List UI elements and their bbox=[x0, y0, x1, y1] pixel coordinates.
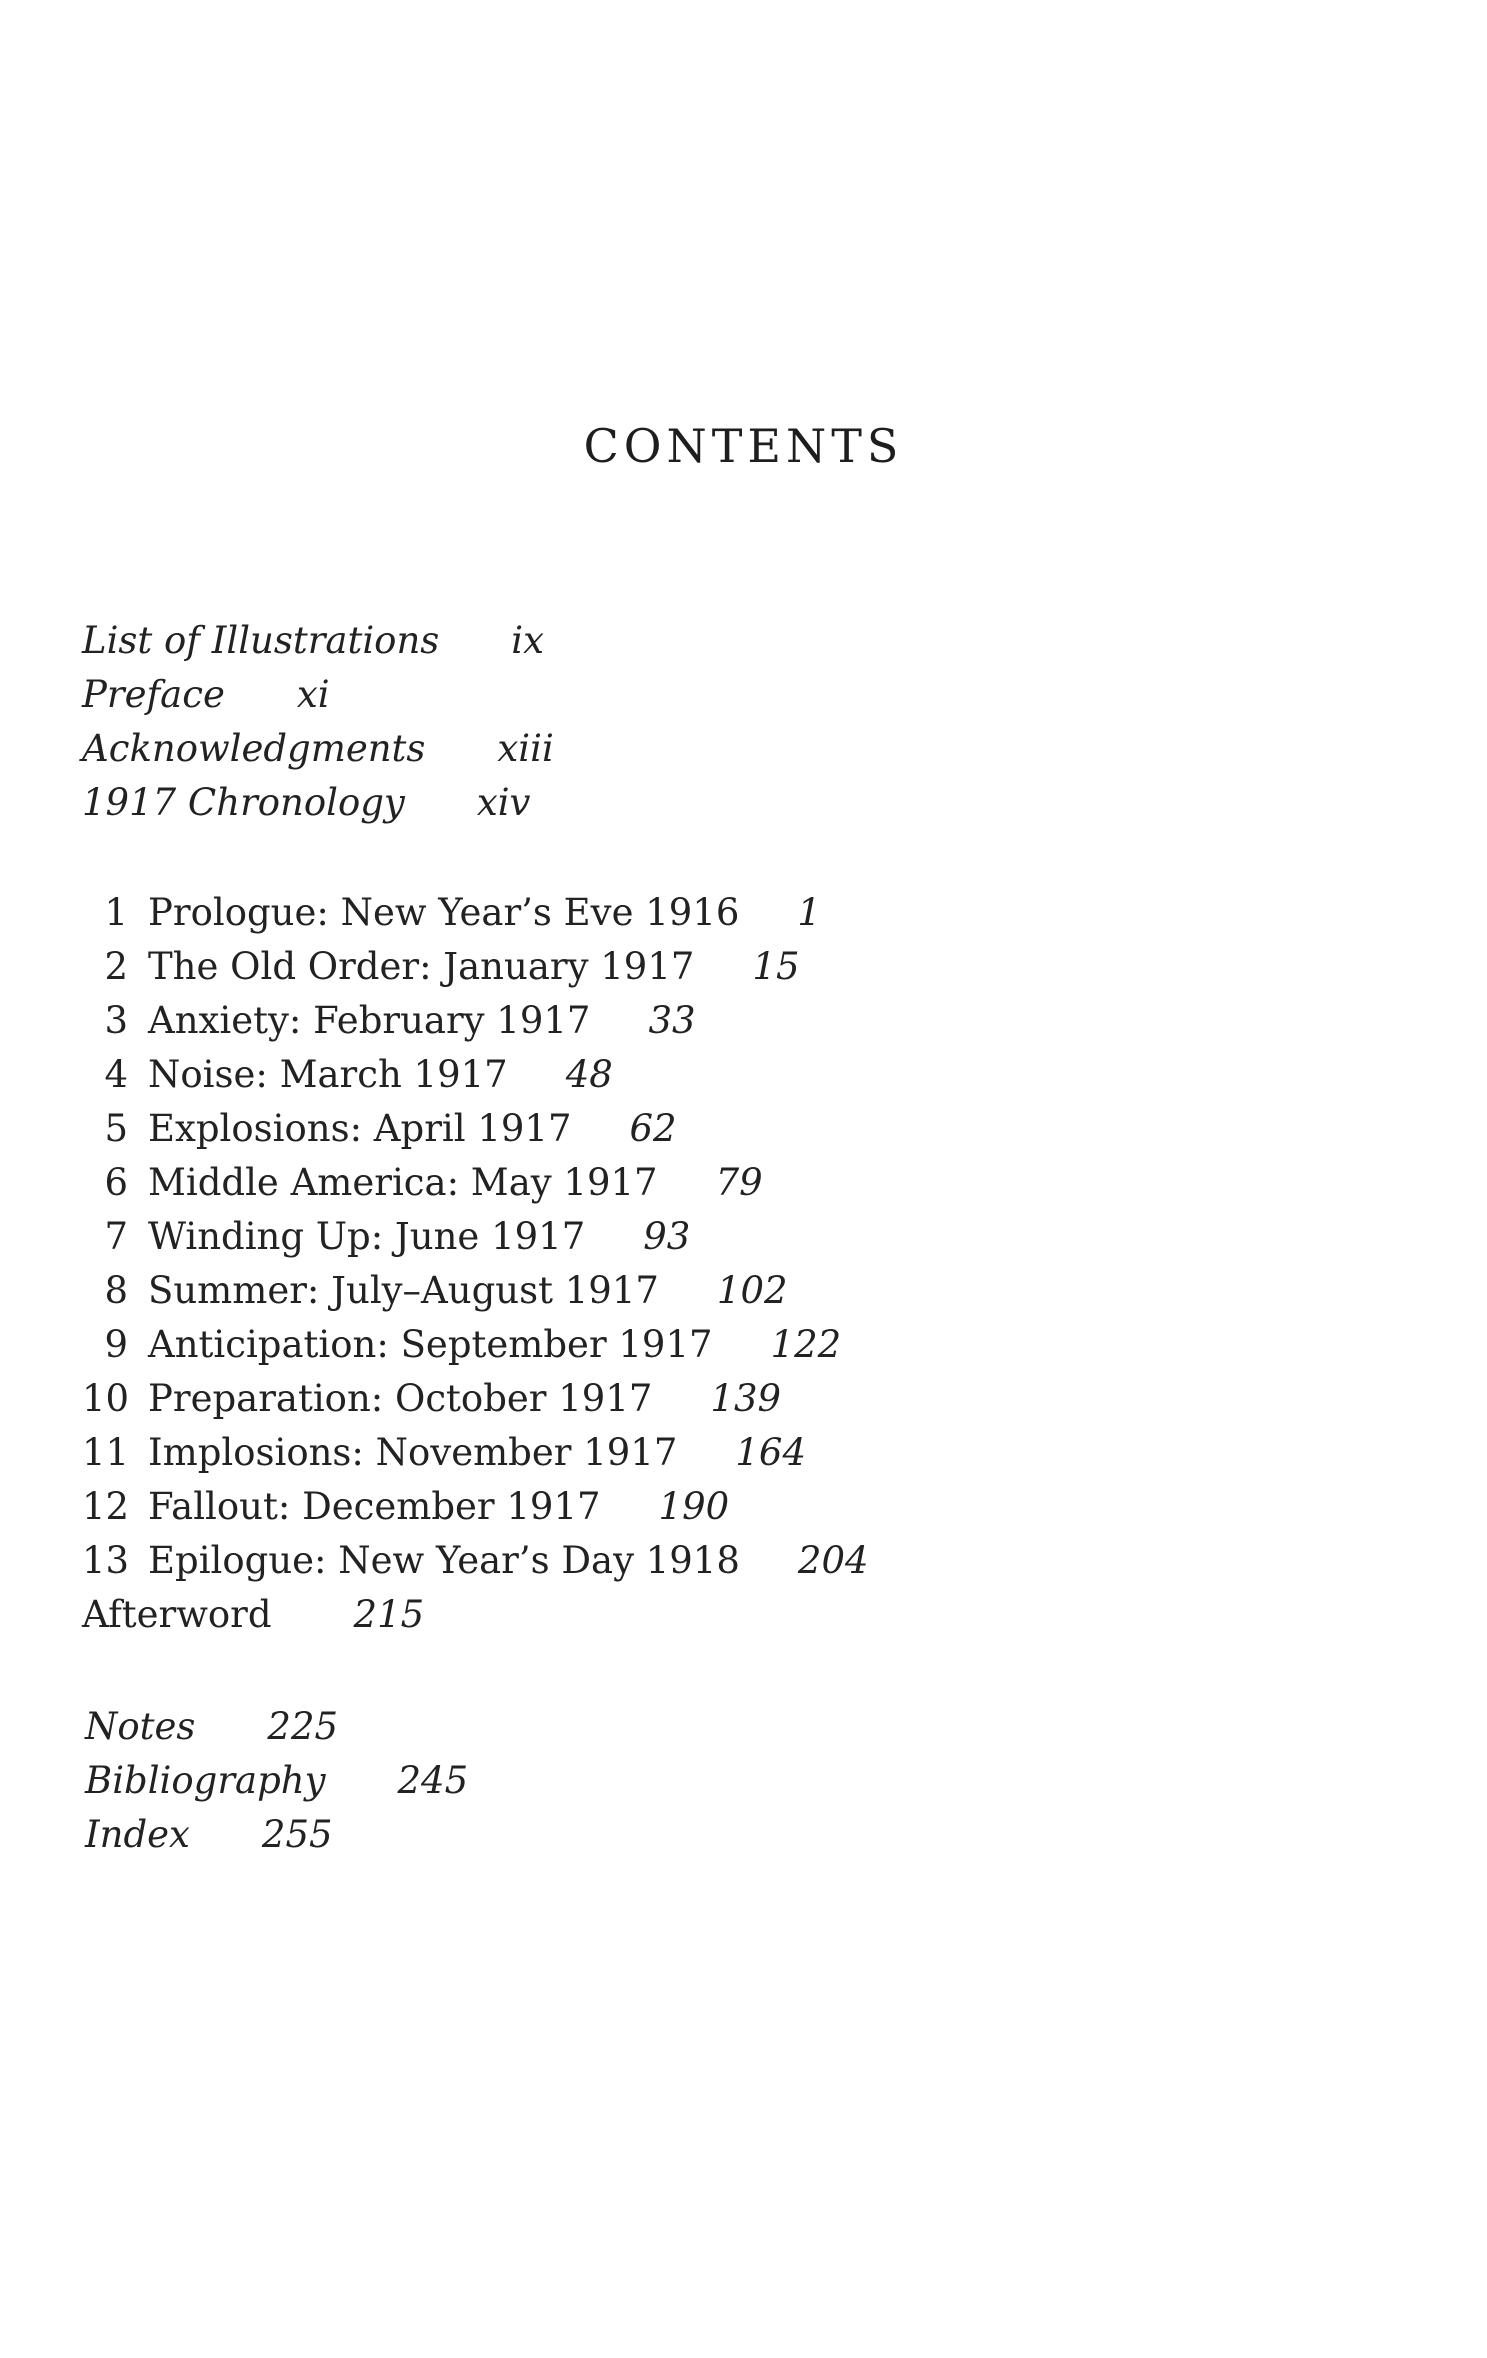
chapter-page: 33 bbox=[648, 999, 696, 1042]
chapter-title: Anxiety: February 1917 bbox=[148, 999, 591, 1042]
afterword-entry[interactable] bbox=[82, 1588, 869, 1642]
entry-page: ix bbox=[511, 619, 544, 662]
chapter-entry[interactable] bbox=[82, 1102, 869, 1156]
chapter-page: 1 bbox=[797, 891, 821, 934]
chapter-entry[interactable] bbox=[82, 1264, 869, 1318]
page-title: CONTENTS bbox=[583, 418, 904, 473]
chapter-title: The Old Order: January 1917 bbox=[148, 945, 695, 988]
chapter-title: Winding Up: June 1917 bbox=[148, 1215, 586, 1258]
chapter-entry[interactable] bbox=[82, 1534, 869, 1588]
chapter-title: Prologue: New Year’s Eve 1916 bbox=[148, 891, 740, 934]
entry-title: 1917 Chronology bbox=[82, 781, 405, 824]
chapter-entry[interactable] bbox=[82, 1426, 869, 1480]
chapter-title: Middle America: May 1917 bbox=[148, 1161, 658, 1204]
toc-entry[interactable] bbox=[85, 1808, 468, 1862]
chapter-title: Fallout: December 1917 bbox=[148, 1485, 601, 1528]
chapter-number: 1 bbox=[104, 891, 128, 934]
chapter-entry[interactable] bbox=[82, 1372, 869, 1426]
front-matter-list bbox=[82, 614, 554, 830]
entry-page: 245 bbox=[397, 1759, 469, 1802]
chapter-number: 9 bbox=[104, 1323, 128, 1366]
chapter-number: 3 bbox=[104, 999, 128, 1042]
entry-title: Notes bbox=[85, 1705, 196, 1748]
chapter-page: 164 bbox=[735, 1431, 806, 1474]
chapter-page: 62 bbox=[629, 1107, 677, 1150]
chapter-number: 6 bbox=[104, 1161, 128, 1204]
chapter-number: 10 bbox=[82, 1377, 130, 1420]
afterword-title: Afterword bbox=[82, 1593, 272, 1636]
entry-title: Bibliography bbox=[85, 1759, 326, 1802]
chapter-number: 7 bbox=[104, 1215, 128, 1258]
entry-title: Index bbox=[85, 1813, 190, 1856]
chapter-page: 190 bbox=[658, 1485, 730, 1528]
chapter-number: 12 bbox=[82, 1485, 130, 1528]
chapter-page: 204 bbox=[797, 1539, 869, 1582]
toc-entry[interactable] bbox=[82, 722, 554, 776]
chapter-title: Epilogue: New Year’s Day 1918 bbox=[148, 1539, 740, 1582]
chapter-entry[interactable] bbox=[82, 1048, 869, 1102]
entry-page: 255 bbox=[261, 1813, 333, 1856]
chapter-number: 4 bbox=[104, 1053, 128, 1096]
toc-entry[interactable] bbox=[82, 776, 554, 830]
back-matter-list bbox=[85, 1700, 468, 1862]
chapter-entry[interactable] bbox=[82, 994, 869, 1048]
entry-title: List of Illustrations bbox=[82, 619, 440, 662]
chapter-entry[interactable] bbox=[82, 940, 869, 994]
chapter-page: 102 bbox=[716, 1269, 788, 1312]
chapter-title: Preparation: October 1917 bbox=[148, 1377, 653, 1420]
chapter-title: Implosions: November 1917 bbox=[148, 1431, 678, 1474]
toc-entry[interactable] bbox=[85, 1754, 468, 1808]
chapter-title: Noise: March 1917 bbox=[148, 1053, 508, 1096]
chapter-entry[interactable] bbox=[82, 1156, 869, 1210]
toc-entry[interactable] bbox=[85, 1700, 468, 1754]
entry-page: xi bbox=[296, 673, 330, 716]
entry-page: xiv bbox=[476, 781, 531, 824]
chapter-title: Explosions: April 1917 bbox=[148, 1107, 572, 1150]
chapter-page: 93 bbox=[643, 1215, 691, 1258]
chapter-entry[interactable] bbox=[82, 1318, 869, 1372]
chapter-list bbox=[82, 886, 869, 1642]
chapter-title: Anticipation: September 1917 bbox=[148, 1323, 713, 1366]
chapter-number: 2 bbox=[104, 945, 128, 988]
chapter-number: 8 bbox=[104, 1269, 128, 1312]
chapter-page: 15 bbox=[752, 945, 800, 988]
entry-page: xiii bbox=[497, 727, 554, 770]
toc-entry[interactable] bbox=[82, 614, 554, 668]
chapter-page: 79 bbox=[715, 1161, 763, 1204]
chapter-page: 48 bbox=[565, 1053, 613, 1096]
chapter-entry[interactable] bbox=[82, 1210, 869, 1264]
chapter-number: 5 bbox=[104, 1107, 128, 1150]
chapter-title: Summer: July–August 1917 bbox=[148, 1269, 659, 1312]
chapter-page: 139 bbox=[710, 1377, 782, 1420]
chapter-entry[interactable] bbox=[82, 1480, 869, 1534]
chapter-number: 11 bbox=[82, 1431, 130, 1474]
entry-title: Preface bbox=[82, 673, 225, 716]
afterword-page: 215 bbox=[353, 1593, 425, 1636]
entry-page: 225 bbox=[267, 1705, 339, 1748]
entry-title: Acknowledgments bbox=[82, 727, 426, 770]
chapter-entry[interactable] bbox=[82, 886, 869, 940]
toc-entry[interactable] bbox=[82, 668, 554, 722]
chapter-page: 122 bbox=[770, 1323, 842, 1366]
chapter-number: 13 bbox=[82, 1539, 130, 1582]
